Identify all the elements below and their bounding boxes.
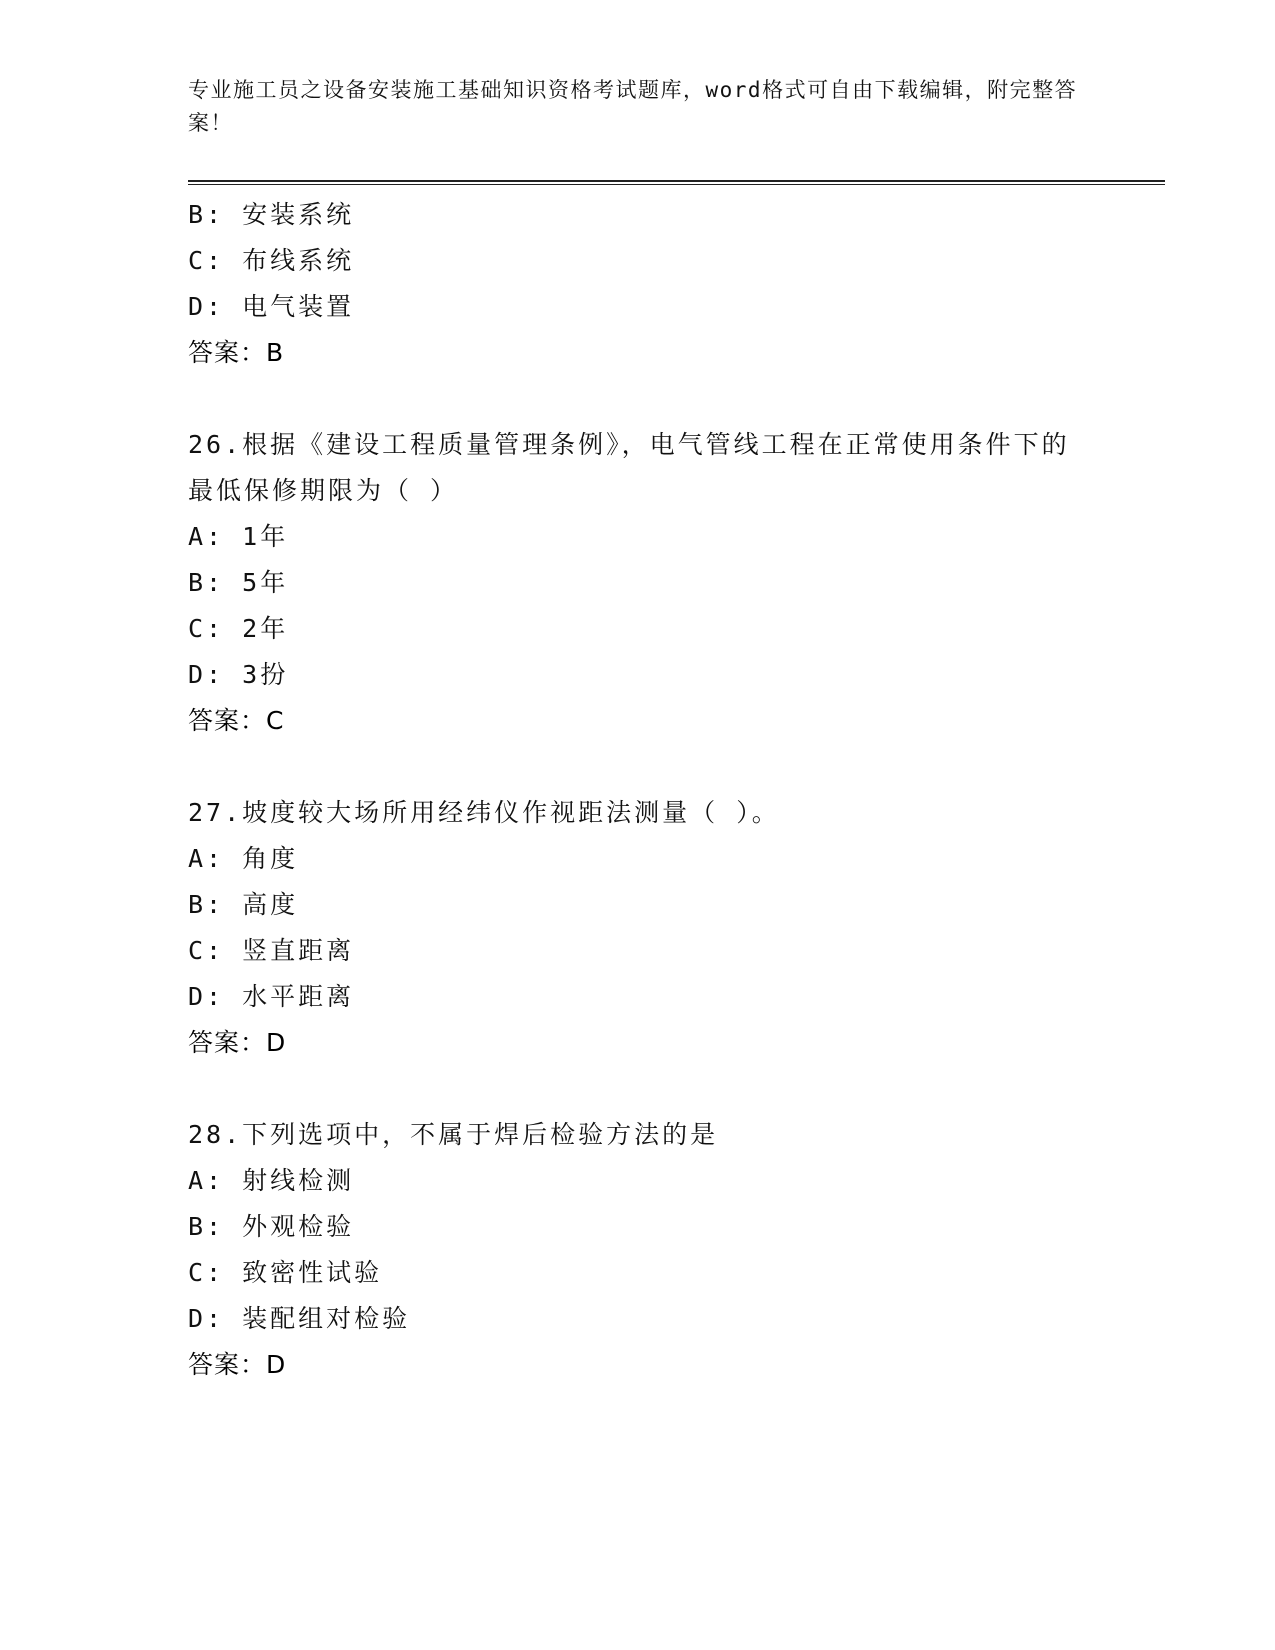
option-a: A: 角度	[188, 844, 299, 873]
option-c: C: 致密性试验	[188, 1258, 383, 1287]
option-d: D: 水平距离	[188, 982, 355, 1011]
answer-line: 答案：D	[188, 1028, 287, 1057]
option-a: A: 射线检测	[188, 1166, 355, 1195]
spacer	[188, 744, 1088, 790]
option-c: C: 布线系统	[188, 246, 355, 275]
header-divider	[188, 180, 1165, 185]
answer-line: 答案：D	[188, 1350, 287, 1379]
question-28	[188, 1112, 1088, 1388]
question-title: 28.下列选项中，不属于焊后检验方法的是	[188, 1120, 719, 1149]
option-b: B: 外观检验	[188, 1212, 355, 1241]
answer-line: 答案：B	[188, 338, 285, 367]
option-b: B: 高度	[188, 890, 299, 919]
question-title: 26.根据《建设工程质量管理条例》，电气管线工程在正常使用条件下的最低保修期限为（ ）	[188, 430, 1070, 505]
answer-line: 答案：C	[188, 706, 285, 735]
question-26	[188, 422, 1088, 744]
spacer	[188, 1066, 1088, 1112]
spacer	[188, 376, 1088, 422]
document-header: 专业施工员之设备安装施工基础知识资格考试题库，word格式可自由下载编辑，附完整答案！	[188, 78, 1078, 135]
option-d: D: 3扮	[188, 660, 289, 689]
option-d: D: 电气装置	[188, 292, 355, 321]
question-list	[188, 192, 1088, 1388]
partial-question	[188, 192, 1088, 376]
option-c: C: 竖直距离	[188, 936, 355, 965]
option-b: B: 安装系统	[188, 200, 355, 229]
question-27	[188, 790, 1088, 1066]
option-d: D: 装配组对检验	[188, 1304, 411, 1333]
option-b: B: 5年	[188, 568, 289, 597]
question-title: 27.坡度较大场所用经纬仪作视距法测量（ ）。	[188, 798, 780, 827]
option-c: C: 2年	[188, 614, 289, 643]
option-a: A: 1年	[188, 522, 289, 551]
